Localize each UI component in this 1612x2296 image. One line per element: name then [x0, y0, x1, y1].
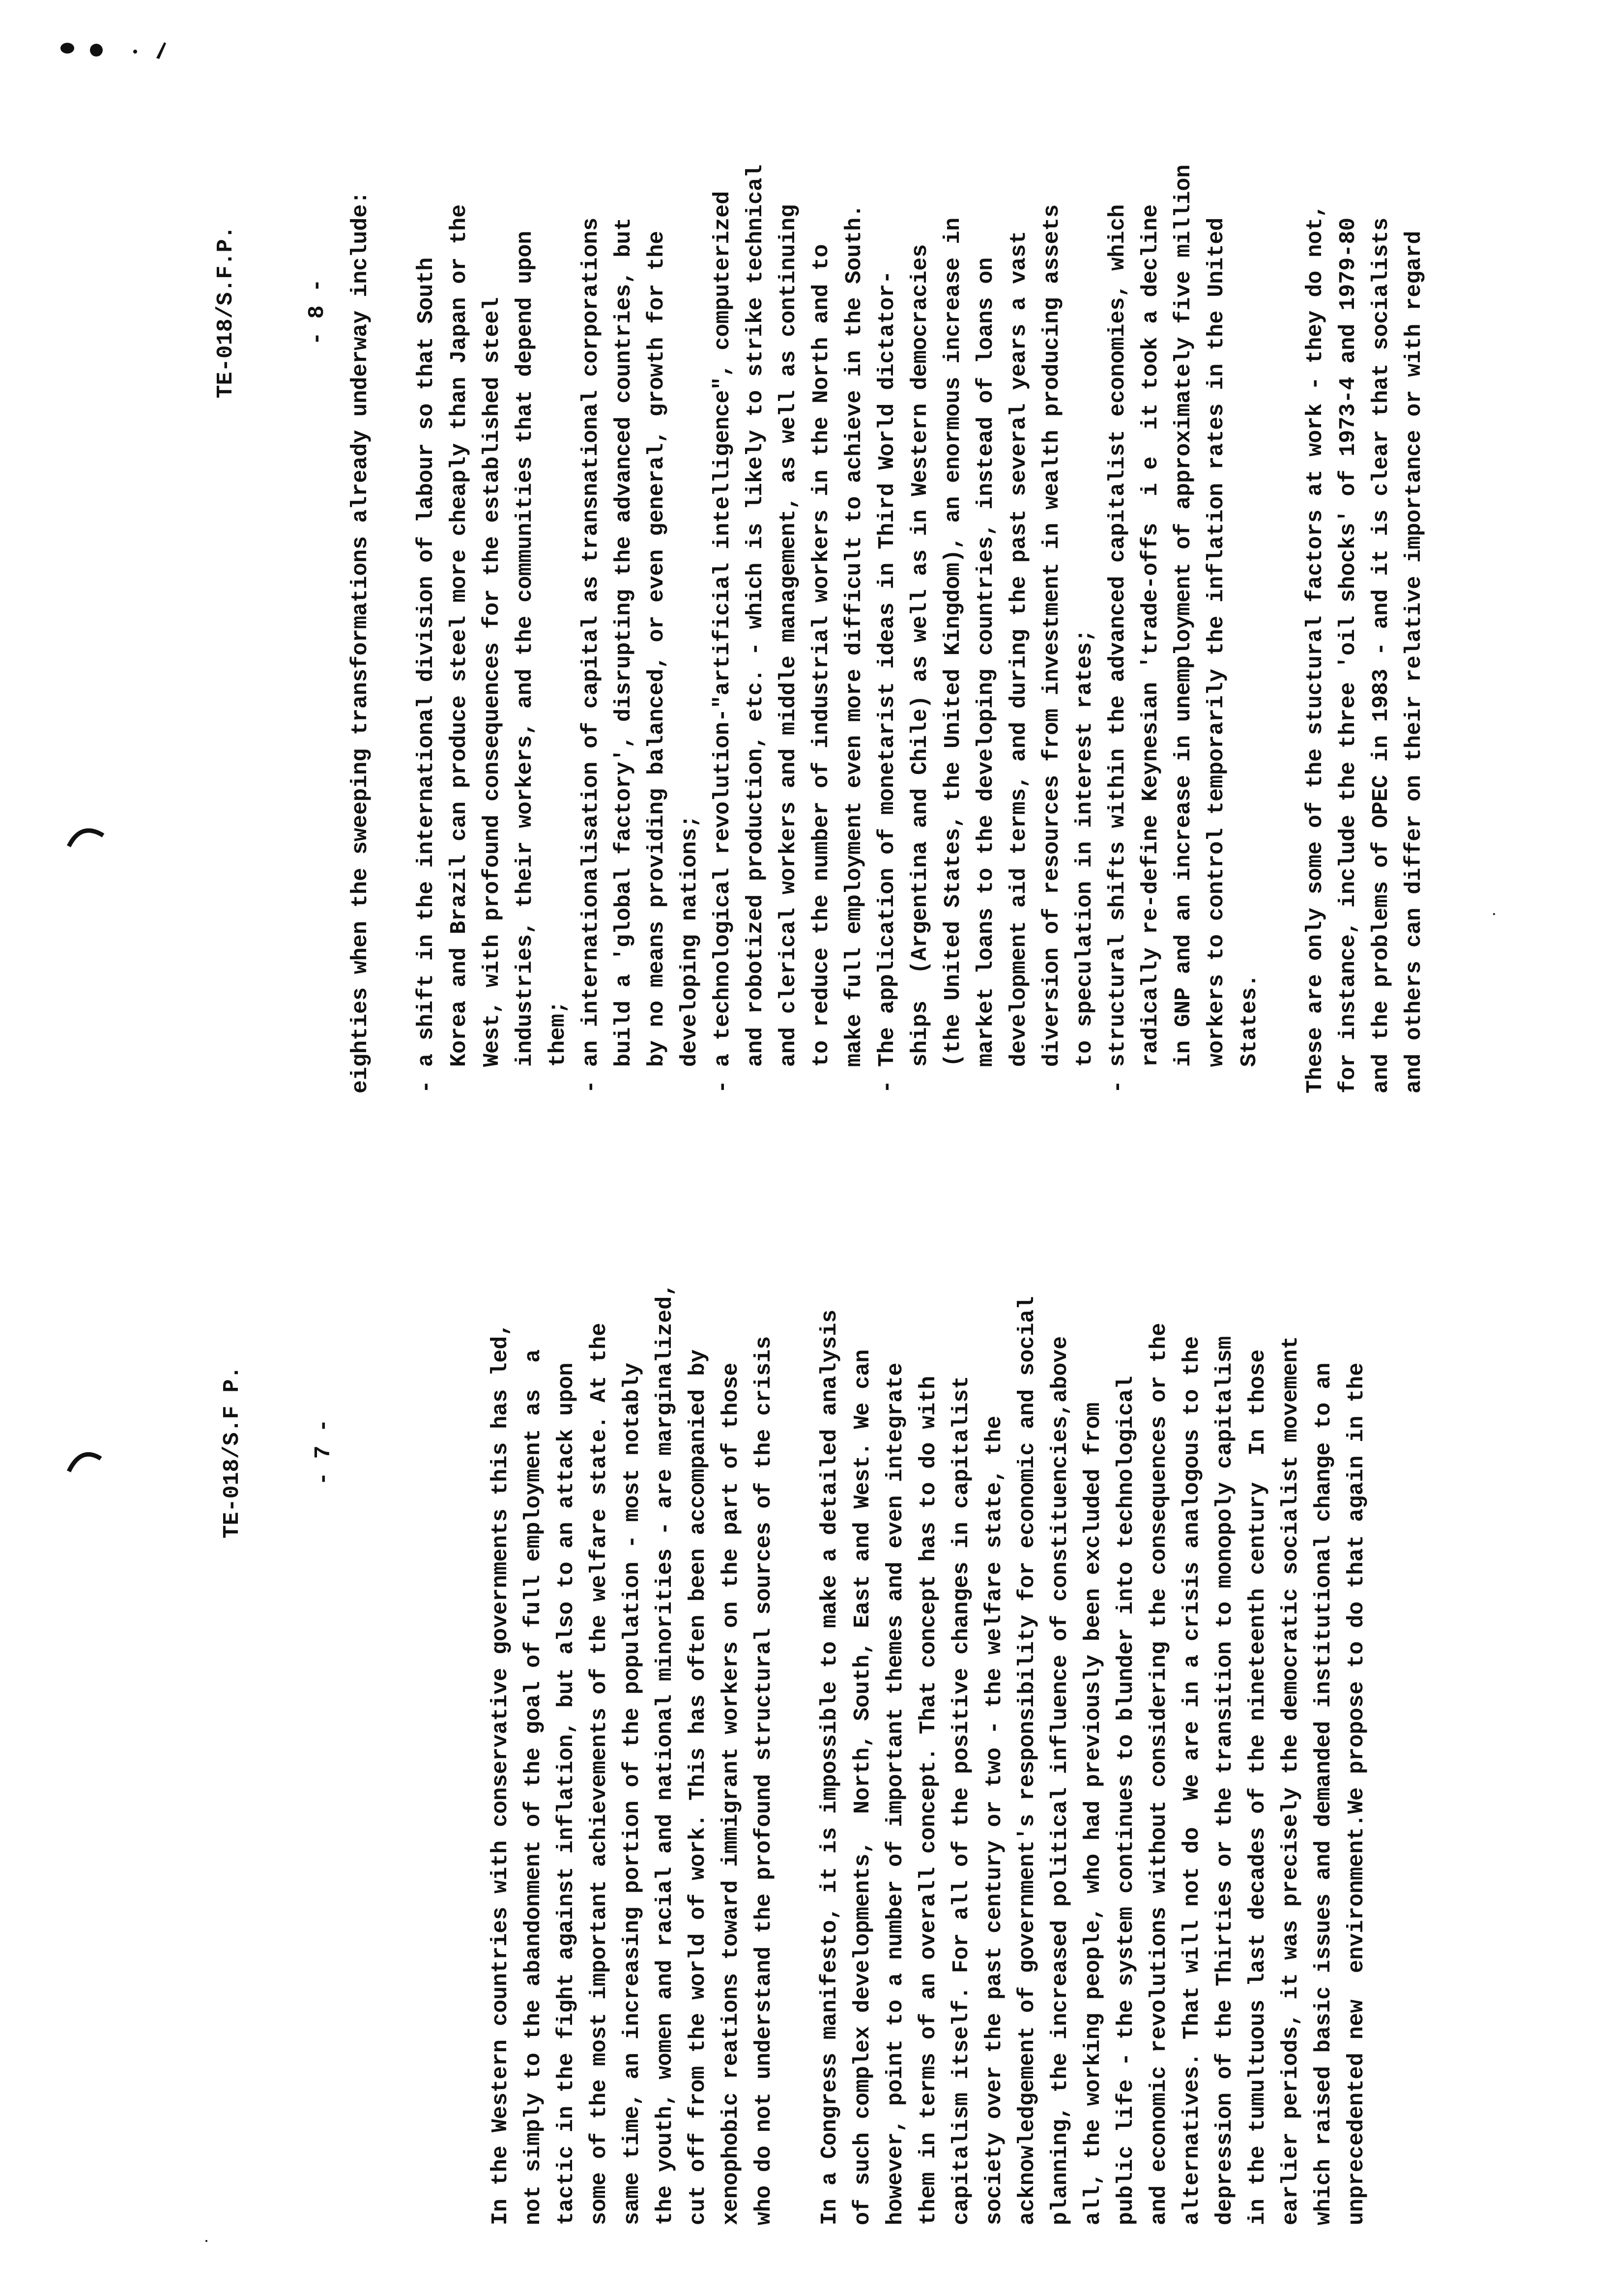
page7-reference: TE-018/S.F P.	[220, 1366, 245, 1539]
text-line: public life - the system continues to blunder into technological	[1114, 1376, 1139, 2225]
text-line: the youth, women and racial and national minorities - are marginalized,	[653, 1283, 678, 2225]
text-line: depression of the Thirties or the transition to monopoly capitalism	[1212, 1336, 1238, 2225]
text-line: In a Congress manifesto, it is impossible to make a detailed analysis	[817, 1309, 842, 2225]
text-line: them in terms of an overall concept. That concept has to do with	[916, 1376, 941, 2225]
text-line: diversion of resources from investment in wealth producing assets	[1039, 204, 1065, 1093]
text-line: xenophobic reations toward immigrant workers on the part of those	[719, 1362, 744, 2225]
paragraph-gap	[1266, 165, 1299, 1093]
text-line: developing nations;	[677, 814, 702, 1093]
page7-number: - 7 -	[311, 1419, 336, 1486]
text-line: to reduce the number of industrial workers in the North and to	[809, 244, 834, 1093]
text-line: them;	[546, 1000, 571, 1093]
text-line: capitalism itself. For all of the positive changes in capitalist	[949, 1376, 974, 2225]
text-line: of such complex developments, North, South, East and West. We can	[850, 1349, 875, 2225]
paragraph	[813, 1283, 1373, 2225]
text-line: industries, their workers, and the communities that depend upon	[513, 230, 538, 1093]
paragraph	[344, 165, 377, 1093]
page7-body	[484, 1283, 1373, 2225]
text-line: and others can differ on their relative importance or with regard	[1402, 230, 1427, 1093]
paragraph	[1299, 165, 1431, 1093]
text-line: in GNP and an increase in unemployment of approximately five million	[1171, 164, 1196, 1093]
text-line: make full employment even more difficult to achieve in the South.	[842, 204, 867, 1093]
text-line: by no means providing balanced, or even general, growth for the	[644, 230, 669, 1093]
text-line: workers to control temporarily the inflation rates in the United	[1204, 217, 1229, 1093]
page8-number: - 8 -	[305, 279, 330, 345]
text-line: to speculation in interest rates;	[1072, 629, 1097, 1093]
punch-hole-mark-bottom	[69, 1454, 101, 1471]
text-line: ships (Argentina and Chile) as well as in Western democracies	[908, 244, 933, 1093]
page8-header	[150, 224, 363, 401]
text-line: In the Western countries with conservative governments this has led,	[488, 1322, 513, 2225]
text-line: and the problems of OPEC in 1983 - and it is clear that socialists	[1369, 217, 1394, 1093]
page8-reference: TE-018/S.F.P.	[213, 226, 238, 399]
text-line: however, point to a number of important themes and even integrate	[883, 1362, 908, 2225]
text-line: - an internationalisation of capital as transnational corporations	[578, 217, 604, 1093]
paragraph-gap	[377, 165, 410, 1093]
text-line: alternatives. That will not do We are in a crisis analogous to the	[1180, 1336, 1205, 2225]
page8-body	[344, 165, 1431, 1093]
text-line: who do not understand the profound structural sources of the crisis	[751, 1336, 777, 2225]
text-line: West, with profound consequences for the established steel	[480, 297, 505, 1093]
text-line: not simply to the abandonment of the goal of full employment as a	[521, 1349, 546, 2225]
text-line: build a 'global factory', disrupting the advanced countries, but	[611, 217, 636, 1093]
text-line: and economic revolutions without considering the consequences or the	[1147, 1322, 1172, 2225]
text-line: earlier periods, it was precisely the democratic socialist movement	[1278, 1336, 1303, 2225]
text-line: radically re-define Keynesian 'trade-offs i e it took a decline	[1138, 204, 1163, 1093]
text-line: market loans to the developing countries, instead of loans on	[974, 257, 999, 1093]
text-line: - a shift in the international division of labour so that South	[414, 257, 439, 1093]
text-line: and robotized production, etc. - which is likely to strike technical	[743, 164, 768, 1093]
text-line: - a technological revolution-"artificial intelligence", computerized	[710, 191, 735, 1093]
text-line: same time, an increasing portion of the population - most notably	[620, 1362, 645, 2225]
text-line: development aid terms, and during the past several years a vast	[1007, 230, 1032, 1093]
punch-hole-mark-top	[69, 831, 103, 846]
text-line: in the tumultuous last decades of the nineteenth century In those	[1245, 1349, 1270, 2225]
text-line: eighties when the sweeping transformations already underway include:	[348, 191, 373, 1093]
text-line: - structural shifts within the advanced capitalist economies, which	[1105, 204, 1130, 1093]
text-line: States.	[1237, 974, 1262, 1093]
text-line: which raised basic issues and demanded institutional change to an	[1311, 1362, 1336, 2225]
page7-header	[156, 1364, 370, 1541]
text-line: for instance, include the three 'oil shocks' of 1973-4 and 1979-80	[1336, 217, 1361, 1093]
text-line: cut off from the world of work. This has often been accompanied by	[686, 1349, 711, 2225]
text-line: (the United States, the United Kingdom), an enormous increase in	[941, 217, 966, 1093]
text-line: Korea and Brazil can produce steel more cheaply than Japan or the	[447, 204, 472, 1093]
text-line: tactic in the fight against inflation, but also to an attack upon	[554, 1362, 579, 2225]
text-line: These are only some of the stuctural factors at work - they do not,	[1303, 204, 1328, 1093]
text-line: unprecedented new environment.We propose to do that again in the	[1344, 1362, 1369, 2225]
text-line: all, the working people, who had previously been excluded from	[1081, 1402, 1106, 2225]
paragraph	[484, 1283, 780, 2225]
paragraph-gap	[780, 1283, 813, 2225]
text-line: society over the past century or two - the welfare state, the	[982, 1415, 1007, 2225]
text-line: acknowledgement of government's responsibility for economic and social	[1015, 1296, 1040, 2225]
text-line: planning, the increased political influence of constituencies,above	[1048, 1336, 1073, 2225]
text-line: - The application of monetarist ideas in Third World dictator-	[875, 270, 900, 1093]
paragraph	[410, 165, 1266, 1093]
text-line: some of the most important achievements of the welfare state. At the	[587, 1322, 612, 2225]
text-line: and clerical workers and middle management, as well as continuing	[776, 204, 801, 1093]
